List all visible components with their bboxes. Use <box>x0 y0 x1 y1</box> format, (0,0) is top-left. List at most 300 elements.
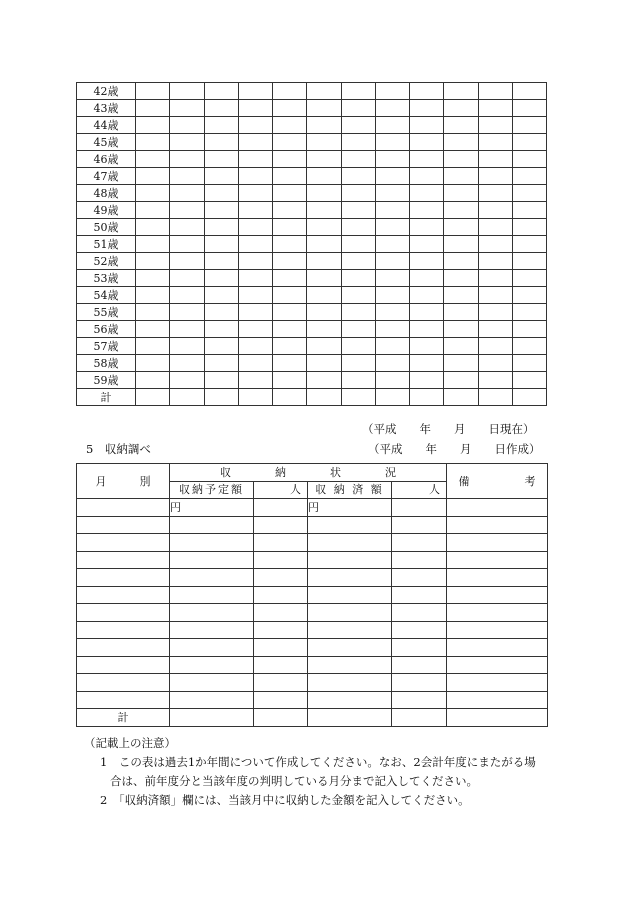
age-cell[interactable] <box>273 151 307 168</box>
age-cell[interactable] <box>204 304 238 321</box>
age-cell[interactable] <box>307 304 341 321</box>
age-cell[interactable] <box>307 100 341 117</box>
age-cell[interactable] <box>170 202 204 219</box>
age-cell[interactable] <box>307 372 341 389</box>
age-cell[interactable] <box>204 185 238 202</box>
revenue-cell[interactable] <box>77 656 170 674</box>
revenue-cell[interactable] <box>170 586 254 604</box>
age-cell[interactable] <box>410 185 444 202</box>
age-cell[interactable] <box>170 134 204 151</box>
age-cell[interactable] <box>341 287 375 304</box>
revenue-cell[interactable] <box>308 656 392 674</box>
age-cell[interactable] <box>341 151 375 168</box>
age-cell[interactable] <box>204 151 238 168</box>
age-cell[interactable] <box>136 321 170 338</box>
age-cell[interactable] <box>238 219 272 236</box>
age-cell[interactable] <box>204 168 238 185</box>
revenue-cell[interactable] <box>254 534 308 552</box>
age-cell[interactable] <box>273 372 307 389</box>
age-cell[interactable] <box>136 100 170 117</box>
age-cell[interactable] <box>136 185 170 202</box>
age-cell[interactable] <box>273 236 307 253</box>
age-cell[interactable] <box>238 185 272 202</box>
revenue-cell[interactable] <box>170 604 254 622</box>
age-cell[interactable] <box>478 287 512 304</box>
revenue-cell[interactable] <box>447 656 548 674</box>
age-cell[interactable] <box>307 270 341 287</box>
age-cell[interactable] <box>478 219 512 236</box>
age-cell[interactable] <box>238 270 272 287</box>
age-cell[interactable] <box>341 253 375 270</box>
revenue-cell[interactable] <box>392 569 447 587</box>
revenue-cell[interactable] <box>447 691 548 709</box>
revenue-cell[interactable] <box>170 674 254 692</box>
age-cell[interactable] <box>136 389 170 406</box>
age-cell[interactable] <box>410 304 444 321</box>
age-cell[interactable] <box>375 185 409 202</box>
age-cell[interactable] <box>170 253 204 270</box>
age-cell[interactable] <box>307 219 341 236</box>
revenue-cell[interactable] <box>77 516 170 534</box>
revenue-cell[interactable] <box>447 551 548 569</box>
age-cell[interactable] <box>204 270 238 287</box>
age-cell[interactable] <box>238 338 272 355</box>
age-cell[interactable] <box>512 304 546 321</box>
age-cell[interactable] <box>170 168 204 185</box>
age-cell[interactable] <box>478 236 512 253</box>
age-cell[interactable] <box>478 304 512 321</box>
age-cell[interactable] <box>238 134 272 151</box>
revenue-cell[interactable] <box>308 691 392 709</box>
revenue-cell[interactable] <box>170 534 254 552</box>
revenue-cell[interactable] <box>447 499 548 517</box>
age-cell[interactable] <box>170 117 204 134</box>
age-cell[interactable] <box>273 270 307 287</box>
age-cell[interactable] <box>136 338 170 355</box>
age-cell[interactable] <box>375 304 409 321</box>
age-cell[interactable] <box>444 236 478 253</box>
age-cell[interactable] <box>136 304 170 321</box>
age-cell[interactable] <box>375 236 409 253</box>
revenue-cell[interactable] <box>170 621 254 639</box>
age-cell[interactable] <box>341 168 375 185</box>
age-cell[interactable] <box>444 270 478 287</box>
age-cell[interactable] <box>410 168 444 185</box>
age-cell[interactable] <box>341 219 375 236</box>
age-cell[interactable] <box>204 355 238 372</box>
age-cell[interactable] <box>307 151 341 168</box>
age-cell[interactable] <box>238 117 272 134</box>
age-cell[interactable] <box>341 304 375 321</box>
age-cell[interactable] <box>136 253 170 270</box>
age-cell[interactable] <box>410 100 444 117</box>
age-cell[interactable] <box>512 151 546 168</box>
revenue-cell[interactable] <box>392 674 447 692</box>
age-cell[interactable] <box>307 389 341 406</box>
age-cell[interactable] <box>444 134 478 151</box>
age-cell[interactable] <box>375 219 409 236</box>
age-cell[interactable] <box>444 185 478 202</box>
revenue-cell[interactable] <box>77 551 170 569</box>
age-cell[interactable] <box>136 134 170 151</box>
age-cell[interactable] <box>307 168 341 185</box>
revenue-cell[interactable] <box>392 639 447 657</box>
revenue-cell[interactable] <box>254 639 308 657</box>
age-cell[interactable] <box>410 287 444 304</box>
age-cell[interactable] <box>273 100 307 117</box>
revenue-cell[interactable] <box>254 709 308 727</box>
age-cell[interactable] <box>170 236 204 253</box>
age-cell[interactable] <box>170 355 204 372</box>
revenue-cell[interactable] <box>447 674 548 692</box>
age-cell[interactable] <box>307 117 341 134</box>
age-cell[interactable] <box>512 389 546 406</box>
age-cell[interactable] <box>238 287 272 304</box>
age-cell[interactable] <box>512 117 546 134</box>
age-cell[interactable] <box>273 389 307 406</box>
age-cell[interactable] <box>410 372 444 389</box>
revenue-cell[interactable] <box>308 604 392 622</box>
age-cell[interactable] <box>410 270 444 287</box>
age-cell[interactable] <box>410 338 444 355</box>
revenue-cell[interactable] <box>170 639 254 657</box>
age-cell[interactable] <box>136 236 170 253</box>
age-cell[interactable] <box>204 134 238 151</box>
age-cell[interactable] <box>238 372 272 389</box>
age-cell[interactable] <box>307 185 341 202</box>
age-cell[interactable] <box>170 321 204 338</box>
age-cell[interactable] <box>444 117 478 134</box>
revenue-cell[interactable] <box>254 516 308 534</box>
age-cell[interactable] <box>478 338 512 355</box>
revenue-cell[interactable] <box>447 621 548 639</box>
age-cell[interactable] <box>341 389 375 406</box>
age-cell[interactable] <box>444 151 478 168</box>
age-cell[interactable] <box>375 83 409 100</box>
age-cell[interactable] <box>444 372 478 389</box>
age-cell[interactable] <box>204 253 238 270</box>
revenue-cell[interactable] <box>392 709 447 727</box>
age-cell[interactable] <box>307 338 341 355</box>
revenue-cell[interactable] <box>308 639 392 657</box>
revenue-cell[interactable] <box>170 551 254 569</box>
age-cell[interactable] <box>410 202 444 219</box>
age-cell[interactable] <box>444 168 478 185</box>
revenue-cell[interactable] <box>170 516 254 534</box>
age-cell[interactable] <box>273 83 307 100</box>
revenue-cell[interactable] <box>447 709 548 727</box>
age-cell[interactable] <box>238 151 272 168</box>
age-cell[interactable] <box>341 321 375 338</box>
age-cell[interactable] <box>375 202 409 219</box>
age-cell[interactable] <box>478 389 512 406</box>
age-cell[interactable] <box>444 304 478 321</box>
revenue-cell[interactable] <box>254 586 308 604</box>
age-cell[interactable] <box>512 236 546 253</box>
revenue-cell[interactable] <box>447 569 548 587</box>
age-cell[interactable] <box>307 134 341 151</box>
age-cell[interactable] <box>478 372 512 389</box>
age-cell[interactable] <box>273 185 307 202</box>
revenue-cell[interactable] <box>392 621 447 639</box>
revenue-cell[interactable] <box>254 604 308 622</box>
age-cell[interactable] <box>410 321 444 338</box>
revenue-cell[interactable] <box>392 534 447 552</box>
age-cell[interactable] <box>170 151 204 168</box>
revenue-cell[interactable] <box>308 551 392 569</box>
age-cell[interactable] <box>273 304 307 321</box>
age-cell[interactable] <box>136 287 170 304</box>
age-cell[interactable] <box>478 134 512 151</box>
age-cell[interactable] <box>307 253 341 270</box>
yen-unit[interactable]: 円 <box>308 499 392 517</box>
revenue-cell[interactable] <box>308 674 392 692</box>
age-cell[interactable] <box>204 321 238 338</box>
age-cell[interactable] <box>238 253 272 270</box>
revenue-cell[interactable] <box>77 674 170 692</box>
age-cell[interactable] <box>238 100 272 117</box>
revenue-cell[interactable] <box>77 534 170 552</box>
revenue-cell[interactable] <box>447 639 548 657</box>
age-cell[interactable] <box>410 355 444 372</box>
age-cell[interactable] <box>478 253 512 270</box>
revenue-cell[interactable] <box>77 586 170 604</box>
revenue-cell[interactable] <box>308 516 392 534</box>
revenue-cell[interactable] <box>170 691 254 709</box>
age-cell[interactable] <box>478 168 512 185</box>
age-cell[interactable] <box>375 100 409 117</box>
age-cell[interactable] <box>375 372 409 389</box>
age-cell[interactable] <box>512 321 546 338</box>
age-cell[interactable] <box>341 236 375 253</box>
age-cell[interactable] <box>273 134 307 151</box>
age-cell[interactable] <box>375 168 409 185</box>
revenue-cell[interactable] <box>392 656 447 674</box>
age-cell[interactable] <box>341 134 375 151</box>
age-cell[interactable] <box>341 270 375 287</box>
revenue-cell[interactable] <box>254 499 308 517</box>
age-cell[interactable] <box>478 83 512 100</box>
age-cell[interactable] <box>512 134 546 151</box>
age-cell[interactable] <box>136 219 170 236</box>
revenue-cell[interactable] <box>77 604 170 622</box>
age-cell[interactable] <box>238 236 272 253</box>
revenue-cell[interactable] <box>77 499 170 517</box>
revenue-cell[interactable] <box>392 499 447 517</box>
age-cell[interactable] <box>170 338 204 355</box>
revenue-cell[interactable] <box>447 604 548 622</box>
revenue-cell[interactable] <box>77 639 170 657</box>
age-cell[interactable] <box>444 219 478 236</box>
age-cell[interactable] <box>136 270 170 287</box>
age-cell[interactable] <box>273 338 307 355</box>
age-cell[interactable] <box>307 83 341 100</box>
age-cell[interactable] <box>410 253 444 270</box>
age-cell[interactable] <box>410 236 444 253</box>
age-cell[interactable] <box>136 355 170 372</box>
age-cell[interactable] <box>204 287 238 304</box>
age-cell[interactable] <box>238 168 272 185</box>
age-cell[interactable] <box>512 100 546 117</box>
age-cell[interactable] <box>273 219 307 236</box>
age-cell[interactable] <box>478 202 512 219</box>
age-cell[interactable] <box>170 83 204 100</box>
revenue-cell[interactable] <box>77 621 170 639</box>
age-cell[interactable] <box>444 253 478 270</box>
age-cell[interactable] <box>341 185 375 202</box>
age-cell[interactable] <box>307 355 341 372</box>
age-cell[interactable] <box>204 117 238 134</box>
age-cell[interactable] <box>444 100 478 117</box>
age-cell[interactable] <box>273 355 307 372</box>
revenue-cell[interactable] <box>170 709 254 727</box>
age-cell[interactable] <box>170 389 204 406</box>
revenue-cell[interactable] <box>392 691 447 709</box>
revenue-cell[interactable] <box>254 691 308 709</box>
age-cell[interactable] <box>375 253 409 270</box>
revenue-cell[interactable] <box>254 569 308 587</box>
age-cell[interactable] <box>170 372 204 389</box>
age-cell[interactable] <box>444 338 478 355</box>
age-cell[interactable] <box>238 304 272 321</box>
age-cell[interactable] <box>410 151 444 168</box>
age-cell[interactable] <box>512 185 546 202</box>
age-cell[interactable] <box>478 355 512 372</box>
revenue-cell[interactable] <box>254 551 308 569</box>
age-cell[interactable] <box>512 372 546 389</box>
revenue-cell[interactable] <box>254 656 308 674</box>
age-cell[interactable] <box>478 270 512 287</box>
age-cell[interactable] <box>375 270 409 287</box>
age-cell[interactable] <box>444 287 478 304</box>
revenue-cell[interactable] <box>447 534 548 552</box>
age-cell[interactable] <box>341 202 375 219</box>
age-cell[interactable] <box>478 100 512 117</box>
age-cell[interactable] <box>410 389 444 406</box>
age-cell[interactable] <box>170 219 204 236</box>
age-cell[interactable] <box>204 219 238 236</box>
age-cell[interactable] <box>273 168 307 185</box>
age-cell[interactable] <box>375 287 409 304</box>
revenue-cell[interactable] <box>254 621 308 639</box>
age-cell[interactable] <box>204 389 238 406</box>
age-cell[interactable] <box>512 202 546 219</box>
age-cell[interactable] <box>444 355 478 372</box>
revenue-cell[interactable] <box>308 709 392 727</box>
age-cell[interactable] <box>375 151 409 168</box>
age-cell[interactable] <box>170 287 204 304</box>
revenue-cell[interactable] <box>392 551 447 569</box>
age-cell[interactable] <box>375 389 409 406</box>
age-cell[interactable] <box>341 83 375 100</box>
age-cell[interactable] <box>478 185 512 202</box>
age-cell[interactable] <box>170 185 204 202</box>
revenue-cell[interactable] <box>308 586 392 604</box>
age-cell[interactable] <box>512 338 546 355</box>
revenue-cell[interactable] <box>447 516 548 534</box>
age-cell[interactable] <box>410 83 444 100</box>
age-cell[interactable] <box>341 117 375 134</box>
age-cell[interactable] <box>238 355 272 372</box>
age-cell[interactable] <box>410 117 444 134</box>
age-cell[interactable] <box>512 287 546 304</box>
age-cell[interactable] <box>238 83 272 100</box>
age-cell[interactable] <box>136 372 170 389</box>
age-cell[interactable] <box>273 253 307 270</box>
age-cell[interactable] <box>136 202 170 219</box>
age-cell[interactable] <box>273 202 307 219</box>
age-cell[interactable] <box>341 100 375 117</box>
age-cell[interactable] <box>512 270 546 287</box>
age-cell[interactable] <box>444 389 478 406</box>
revenue-cell[interactable] <box>170 656 254 674</box>
age-cell[interactable] <box>375 134 409 151</box>
age-cell[interactable] <box>478 151 512 168</box>
age-cell[interactable] <box>444 83 478 100</box>
age-cell[interactable] <box>170 304 204 321</box>
age-cell[interactable] <box>478 117 512 134</box>
age-cell[interactable] <box>204 100 238 117</box>
age-cell[interactable] <box>478 321 512 338</box>
age-cell[interactable] <box>375 355 409 372</box>
age-cell[interactable] <box>512 83 546 100</box>
age-cell[interactable] <box>307 321 341 338</box>
revenue-cell[interactable] <box>308 534 392 552</box>
age-cell[interactable] <box>238 321 272 338</box>
revenue-cell[interactable] <box>254 674 308 692</box>
age-cell[interactable] <box>136 117 170 134</box>
age-cell[interactable] <box>512 219 546 236</box>
yen-unit[interactable]: 円 <box>170 499 254 517</box>
age-cell[interactable] <box>170 270 204 287</box>
age-cell[interactable] <box>273 287 307 304</box>
age-cell[interactable] <box>307 287 341 304</box>
age-cell[interactable] <box>307 202 341 219</box>
revenue-cell[interactable] <box>447 586 548 604</box>
age-cell[interactable] <box>375 338 409 355</box>
age-cell[interactable] <box>204 236 238 253</box>
age-cell[interactable] <box>410 219 444 236</box>
age-cell[interactable] <box>512 168 546 185</box>
age-cell[interactable] <box>341 372 375 389</box>
age-cell[interactable] <box>512 253 546 270</box>
age-cell[interactable] <box>444 202 478 219</box>
age-cell[interactable] <box>410 134 444 151</box>
age-cell[interactable] <box>341 338 375 355</box>
revenue-cell[interactable] <box>392 604 447 622</box>
age-cell[interactable] <box>170 100 204 117</box>
age-cell[interactable] <box>204 83 238 100</box>
revenue-cell[interactable] <box>308 569 392 587</box>
age-cell[interactable] <box>238 389 272 406</box>
age-cell[interactable] <box>136 168 170 185</box>
revenue-cell[interactable] <box>392 516 447 534</box>
age-cell[interactable] <box>136 151 170 168</box>
revenue-cell[interactable] <box>77 569 170 587</box>
revenue-cell[interactable] <box>77 691 170 709</box>
age-cell[interactable] <box>341 355 375 372</box>
revenue-cell[interactable] <box>392 586 447 604</box>
age-cell[interactable] <box>375 117 409 134</box>
age-cell[interactable] <box>136 83 170 100</box>
age-cell[interactable] <box>238 202 272 219</box>
age-cell[interactable] <box>307 236 341 253</box>
age-cell[interactable] <box>204 202 238 219</box>
age-cell[interactable] <box>444 321 478 338</box>
age-cell[interactable] <box>273 117 307 134</box>
age-cell[interactable] <box>512 355 546 372</box>
age-cell[interactable] <box>273 321 307 338</box>
